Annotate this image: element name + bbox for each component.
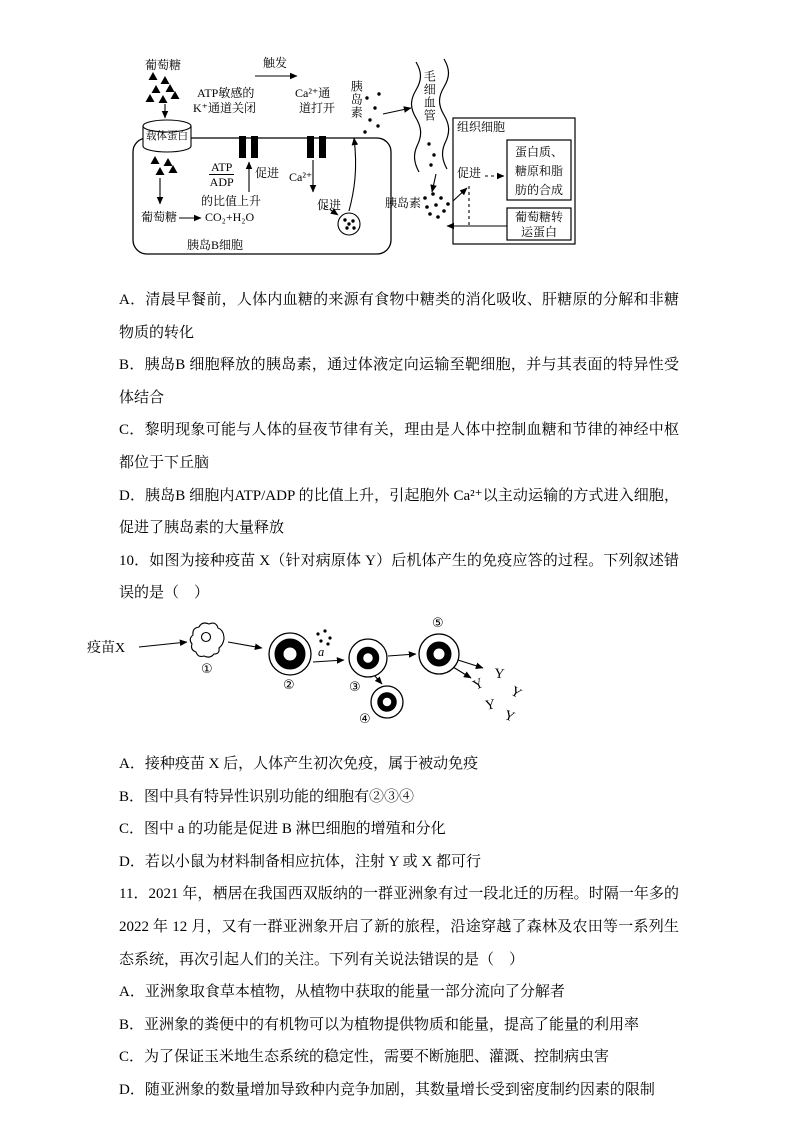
- atp-adp-fraction: [209, 160, 234, 190]
- q11-option-d: D．随亚洲象的数量增加导致种内竞争加剧，其数量增长受到密度制约因素的限制: [119, 1081, 655, 1098]
- q11-stem: 11．2021 年，栖居在我国西双版纳的一群亚洲象有过一段北迁的历程。时隔一年多的 2022 年 12 月，又有一群亚洲象开启了新的旅程，沿途穿越了森林及农田等一系列生态系统，再次引起人们的关注。下列有关说法错误的是（ ）: [119, 886, 679, 968]
- antibody-icon: Y: [493, 666, 506, 683]
- insulin-cluster-icon: [423, 192, 450, 219]
- capillary-label: 毛细血管: [422, 70, 437, 122]
- b-cell-name-label: 胰岛B细胞: [187, 238, 244, 252]
- co2-label: CO₂+H₂O: [205, 210, 255, 224]
- insulin-top-label: 胰岛素: [349, 80, 364, 119]
- q10-option-a: A．接种疫苗 X 后，人体产生初次免疫，属于被动免疫: [119, 755, 479, 772]
- antibody-icon: Y: [470, 675, 487, 694]
- ratio-rise-label: 的比值上升: [201, 194, 262, 208]
- insulin-vesicle-icon: [338, 213, 360, 235]
- cell-2-number: ②: [283, 677, 295, 693]
- insulin-dots-icon: [363, 92, 380, 133]
- substance-a-label: a: [318, 644, 325, 659]
- ca-ion-label: Ca²⁺: [289, 170, 313, 184]
- insulin-out-label: 胰岛素: [385, 196, 422, 210]
- promote-ca-label: 促进: [317, 198, 342, 212]
- antibody-icon: Y: [507, 683, 524, 702]
- synthesis-label: 蛋白质、糖原和脂肪的合成: [514, 145, 563, 197]
- carrier-protein-label: 载体蛋白: [146, 131, 188, 142]
- capillary-dots-icon: [427, 142, 435, 166]
- adp-label: ADP: [209, 175, 234, 190]
- tissue-cell-label: 组织细胞: [457, 120, 506, 134]
- antibody-icon: Y: [484, 697, 497, 714]
- q9-option-c: C．黎明现象可能与人体的昼夜节律有关，理由是人体中控制血糖和节律的神经中枢都位于下丘脑: [119, 422, 679, 471]
- immune-response-diagram: [87, 612, 539, 744]
- k-channel-icon: [239, 136, 258, 158]
- phagocyte-icon: [190, 623, 224, 657]
- cell-3-number: ③: [349, 679, 361, 695]
- page-content: [87, 50, 679, 1106]
- q11-option-a: A．亚洲象取食草本植物，从植物中获取的能量一部分流向了分解者: [119, 984, 565, 1001]
- ca-channel-label-2: 道打开: [299, 101, 336, 115]
- q9-option-b: B．胰岛B 细胞释放的胰岛素，通过体液定向运输至靶细胞，并与其表面的特异性受体结合: [119, 357, 679, 406]
- q10-option-d: D．若以小鼠为材料制备相应抗体，注射 Y 或 X 都可行: [119, 853, 481, 870]
- q10-stem: 10．如图为接种疫苗 X（针对病原体 Y）后机体产生的免疫应答的过程。下列叙述错误的是（ ）: [119, 552, 679, 602]
- ca-channel-icon: [307, 136, 326, 158]
- insulin-secretion-diagram: [127, 54, 589, 272]
- antibody-icon: Y: [501, 707, 517, 726]
- immune-diagram-shapes: [87, 612, 539, 744]
- cell-4-number: ④: [359, 711, 371, 727]
- q9-option-d: D．胰岛B 细胞内ATP/ADP 的比值上升，引起胞外 Ca²⁺以主动运输的方式进入细胞，促进了胰岛素的大量释放: [119, 487, 679, 537]
- k-channel-label-1: ATP敏感的: [197, 86, 255, 100]
- presenting-cell-icon: [269, 633, 311, 675]
- glucose-outside-label: 葡萄糖: [145, 58, 182, 72]
- ca-channel-label-1: Ca²⁺通: [295, 86, 331, 100]
- q10-option-c: C．图中 a 的功能是促进 B 淋巴细胞的增殖和分化: [119, 821, 446, 838]
- cell-5-number: ⑤: [432, 615, 444, 631]
- transporter-label: 葡萄糖转运蛋白: [514, 210, 563, 239]
- antibody-icons: [471, 667, 524, 726]
- memory-cell-icon: [371, 686, 403, 718]
- q10-option-b: B．图中具有特异性识别功能的细胞有②③④: [119, 788, 415, 805]
- q11-option-c: C．为了保证玉米地生态系统的稳定性，需要不断施肥、灌溉、控制病虫害: [119, 1049, 610, 1066]
- q9-option-a: A．清晨早餐前，人体内血糖的来源有食物中糖类的消化吸收、肝糖原的分解和非糖物质的转化: [119, 292, 679, 341]
- glucose-triangles-icon: [146, 72, 180, 103]
- q11-option-b: B．亚洲象的粪便中的有机物可以为植物提供物质和能量，提高了能量的利用率: [119, 1016, 640, 1033]
- trigger-label: 触发: [263, 56, 288, 70]
- glucose-triangles-inside-icon: [151, 156, 178, 175]
- promote-k-label: 促进: [255, 166, 280, 180]
- lymphocyte-icon: [349, 639, 387, 677]
- vaccine-x-label: 疫苗X: [87, 640, 126, 656]
- atp-label: ATP: [211, 160, 233, 174]
- promote-tissue-label: 促进: [457, 166, 482, 180]
- substance-a-dots-icon: [316, 629, 331, 645]
- k-channel-label-2: K⁺通道关闭: [193, 101, 257, 115]
- cell-1-number: ①: [201, 661, 213, 677]
- plasma-cell-icon: [419, 634, 459, 674]
- glucose-inside-label: 葡萄糖: [141, 210, 178, 224]
